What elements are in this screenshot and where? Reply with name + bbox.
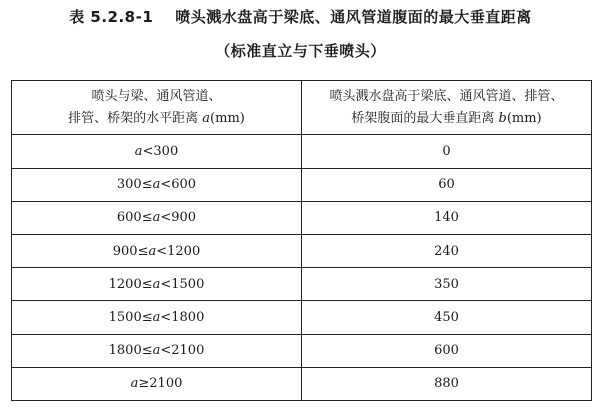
header-line — [12, 108, 301, 130]
header-line: 喷头与梁、通风管道、 — [91, 88, 222, 104]
table-title-text: 喷头溅水盘高于梁底、通风管道腹面的最大垂直距离 — [175, 8, 532, 26]
range-cell — [12, 334, 302, 367]
range-cell — [12, 301, 302, 334]
range-variable: a — [152, 309, 161, 325]
header-text: 桥架腹面的最大垂直距离 — [351, 110, 499, 126]
header-text: 排管、桥架的水平距离 — [68, 110, 203, 126]
header-variable: b — [498, 110, 507, 126]
max-vertical-distance-cell: 880 — [302, 367, 592, 400]
range-suffix: ≥2100 — [138, 376, 183, 392]
range-cell — [12, 168, 302, 201]
max-vertical-distance-cell: 350 — [302, 268, 592, 301]
table-row — [12, 367, 592, 400]
table-row — [12, 334, 592, 367]
header-line — [302, 108, 591, 130]
range-cell — [12, 234, 302, 267]
range-prefix: 1800≤ — [108, 343, 153, 359]
max-vertical-distance-cell: 240 — [302, 234, 592, 267]
max-vertical-distance-cell: 450 — [302, 301, 592, 334]
header-unit: (mm) — [210, 110, 245, 126]
range-prefix: 300≤ — [116, 177, 153, 193]
max-vertical-distance-cell: 60 — [302, 168, 592, 201]
range-prefix: 1500≤ — [108, 309, 153, 325]
range-suffix: <600 — [160, 177, 197, 193]
header-unit: (mm) — [506, 110, 542, 126]
range-variable: a — [130, 376, 139, 392]
range-suffix: <2100 — [160, 343, 205, 359]
range-variable: a — [134, 143, 143, 159]
table-subtitle: （标准直立与下垂喷头） — [215, 42, 386, 60]
header-line: 喷头溅水盘高于梁底、通风管道、排管、 — [329, 88, 564, 104]
table-row — [12, 168, 592, 201]
table-row — [12, 135, 592, 168]
max-vertical-distance-cell: 140 — [302, 201, 592, 234]
table-title — [0, 6, 601, 28]
max-vertical-distance-cell: 600 — [302, 334, 592, 367]
range-variable: a — [152, 177, 161, 193]
table-row — [12, 268, 592, 301]
distance-table — [11, 80, 592, 401]
range-prefix: 600≤ — [116, 210, 153, 226]
range-variable: a — [152, 276, 161, 292]
range-cell — [12, 135, 302, 168]
table-row — [12, 234, 592, 267]
range-variable: a — [152, 343, 161, 359]
range-cell — [12, 268, 302, 301]
range-prefix: 900≤ — [112, 243, 149, 259]
range-suffix: <300 — [142, 143, 179, 159]
header-vertical-distance — [302, 81, 592, 135]
range-cell — [12, 201, 302, 234]
table-number: 表 5.2.8-1 — [69, 8, 154, 26]
table-row — [12, 201, 592, 234]
range-suffix: <1800 — [160, 309, 205, 325]
range-suffix: <1200 — [156, 243, 201, 259]
range-prefix: 1200≤ — [108, 276, 153, 292]
range-suffix: <900 — [160, 210, 197, 226]
table-row — [12, 301, 592, 334]
range-variable: a — [148, 243, 157, 259]
header-horizontal-distance — [12, 81, 302, 135]
header-variable: a — [202, 110, 211, 126]
range-suffix: <1500 — [160, 276, 205, 292]
range-variable: a — [152, 210, 161, 226]
table-header-row — [12, 81, 592, 135]
max-vertical-distance-cell: 0 — [302, 135, 592, 168]
range-cell — [12, 367, 302, 400]
